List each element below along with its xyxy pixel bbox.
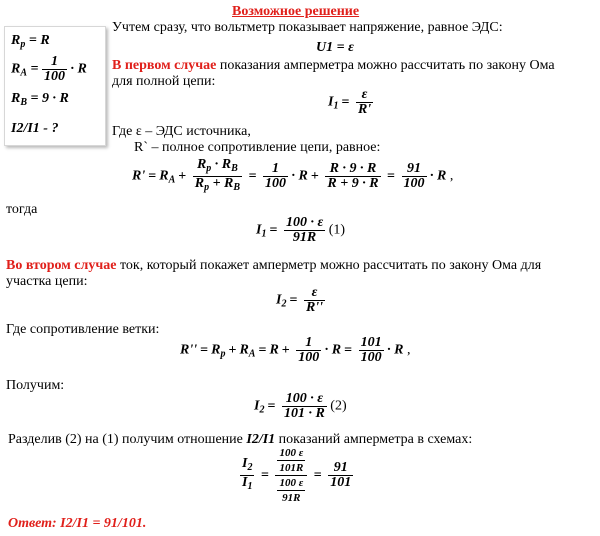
given-question: I2/I1 - ? xyxy=(11,121,59,136)
eq-r-double-prime: $R'' = R_p + R_A = R$ + $\frac{1}{100}$ · R = $\frac{101}{100}$ · R , xyxy=(180,335,411,365)
text-poluchim: Получим: xyxy=(6,378,65,393)
eq-i1-result: $I_1$ = $\frac{100 \cdot \varepsilon}{91R}$ (1) xyxy=(256,215,346,245)
case1-line-2: для полной цепи: xyxy=(112,74,216,89)
eq-r-prime: $R' = R_A$ + $\frac{R_p \cdot R_B}{R_p + R_B}$ = $\frac{1}{100}$ · R + $\frac{R \cdot 9 \cdot R}{R + 9 \cdot R}$ = $\frac{91}{100}$ · R , xyxy=(132,157,454,193)
given-box xyxy=(4,26,106,146)
text-where-r: R` – полное сопротивление цепи, равное: xyxy=(134,140,381,155)
eq-ratio: $\frac{I_2}{I_1}$ = $\frac{\frac{100 \varepsilon}{101R}}{\frac{100 \varepsilon}{91R}}$ = $\frac{91}{101}$ xyxy=(242,447,352,504)
given-rp: $R_p = R$ xyxy=(11,33,50,50)
eq-i2-result: $I_2$ = $\frac{100 \cdot \varepsilon}{101 \cdot R}$ (2) xyxy=(254,391,347,421)
text-togda: тогда xyxy=(6,202,38,217)
text-line-1: Учтем сразу, что вольтметр показывает напряжение, равное ЭДС: xyxy=(112,20,503,35)
page-title: Возможное решение xyxy=(232,4,360,19)
case2-line: Во втором случае ток, который покажет амперметр можно рассчитать по закону Ома для xyxy=(6,258,542,273)
given-rb: $R_B = 9 \cdot R$ xyxy=(11,91,69,108)
eq-i1: $I_1$ = $\frac{\varepsilon}{R'}$ xyxy=(328,87,372,117)
text-where-e: Где ε – ЭДС источника, xyxy=(112,124,251,139)
case1-line: В первом случае показания амперметра можно рассчитать по закону Ома xyxy=(112,58,555,73)
text-divide: Разделив (2) на (1) получим отношение I2/I1 показаний амперметра в схемах: xyxy=(8,432,473,447)
text-branch: Где сопротивление ветки: xyxy=(6,322,160,337)
answer-line: Ответ: I2/I1 = 91/101. xyxy=(8,516,147,531)
given-ra: $R_A$ = $\frac{1}{100}$ · R xyxy=(11,54,87,84)
case2-line-2: участка цепи: xyxy=(6,274,88,289)
eq-i2: $I_2$ = $\frac{\varepsilon}{R''}$ xyxy=(276,285,324,315)
eq-u1: U1 = ε xyxy=(316,40,354,55)
